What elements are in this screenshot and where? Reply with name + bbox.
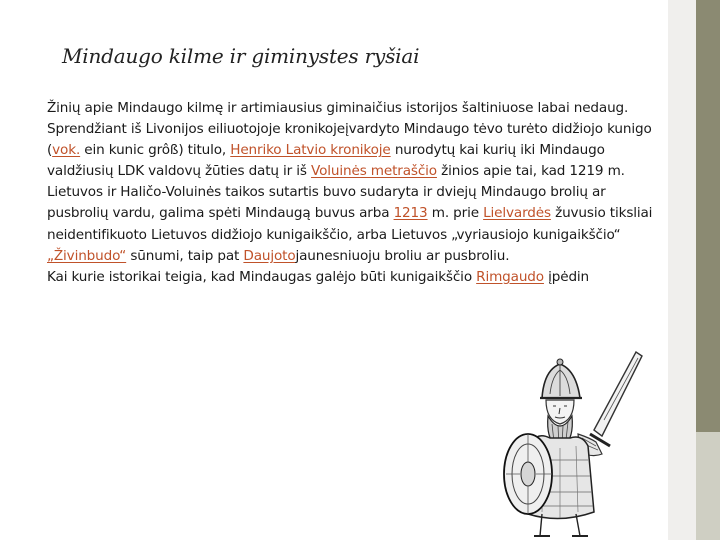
text-run: m. prie [427, 205, 484, 222]
mindaugas-portrait-engraving [498, 342, 650, 538]
text-run: Žinių apie Mindaugo kilmę ir artimiausius giminaičius istorijos šaltiniuose labai nedaug. Sprendžiant iš Livonijos eiliuotojoje kronikojeįvardyto Mindaugo tėvo turėto didžiojo kunigo ( [47, 100, 652, 159]
link-voluines-metrastis[interactable]: Voluinės metraščio [311, 163, 437, 180]
text-run: Kai kurie istorikai teigia, kad Mindaugas galėjo būti kunigaikščio [47, 268, 477, 285]
link-vok[interactable]: vok. [52, 142, 81, 159]
link-1213[interactable]: 1213 [393, 205, 428, 222]
decorative-stripe-light [668, 0, 696, 540]
link-zivinbudas[interactable]: „Živinbudo“ [47, 247, 127, 264]
slide-body-text [47, 98, 662, 288]
decorative-stripe-accent [696, 432, 720, 540]
text-run: ein kunic grôß) titulo, [80, 142, 231, 159]
link-rimgaudas[interactable]: Rimgaudo [476, 268, 544, 285]
text-run: žinios apie tai, kad 1219 m. Lietuvos ir Haličo-Voluinės taikos sutartis buvo sudaryta ir dviejų Mindaugo brolių ar pusbrolių vardu, galima spėti Mindaugą buvus arba [47, 163, 625, 222]
link-henriko-latvio-kronika[interactable]: Henriko Latvio kronikoje [230, 142, 391, 159]
text-run: nurodytų kai kurių iki Mindaugo valdžiusių LDK valdovų žūties datų ir iš [47, 142, 605, 180]
slide-title: Mindaugo kilme ir giminystes ryšiai [62, 44, 420, 68]
paragraph-origins [47, 98, 662, 267]
text-run: žuvusio tiksliai neidentifikuoto Lietuvos didžiojo kunigaikščio, arba Lietuvos „vyriausiojo kunigaikščio“ [47, 205, 653, 243]
decorative-stripe-dark [696, 0, 720, 432]
link-lielvarde[interactable]: Lielvardės [483, 205, 551, 222]
paragraph-rimgaudas [47, 267, 662, 288]
text-run: sūnumi, taip pat [126, 247, 244, 264]
text-run: jaunesniuoju broliu ar pusbroliu. [295, 247, 510, 264]
text-run: įpėdin [543, 268, 590, 285]
link-daujotas[interactable]: Daujoto [243, 247, 296, 264]
